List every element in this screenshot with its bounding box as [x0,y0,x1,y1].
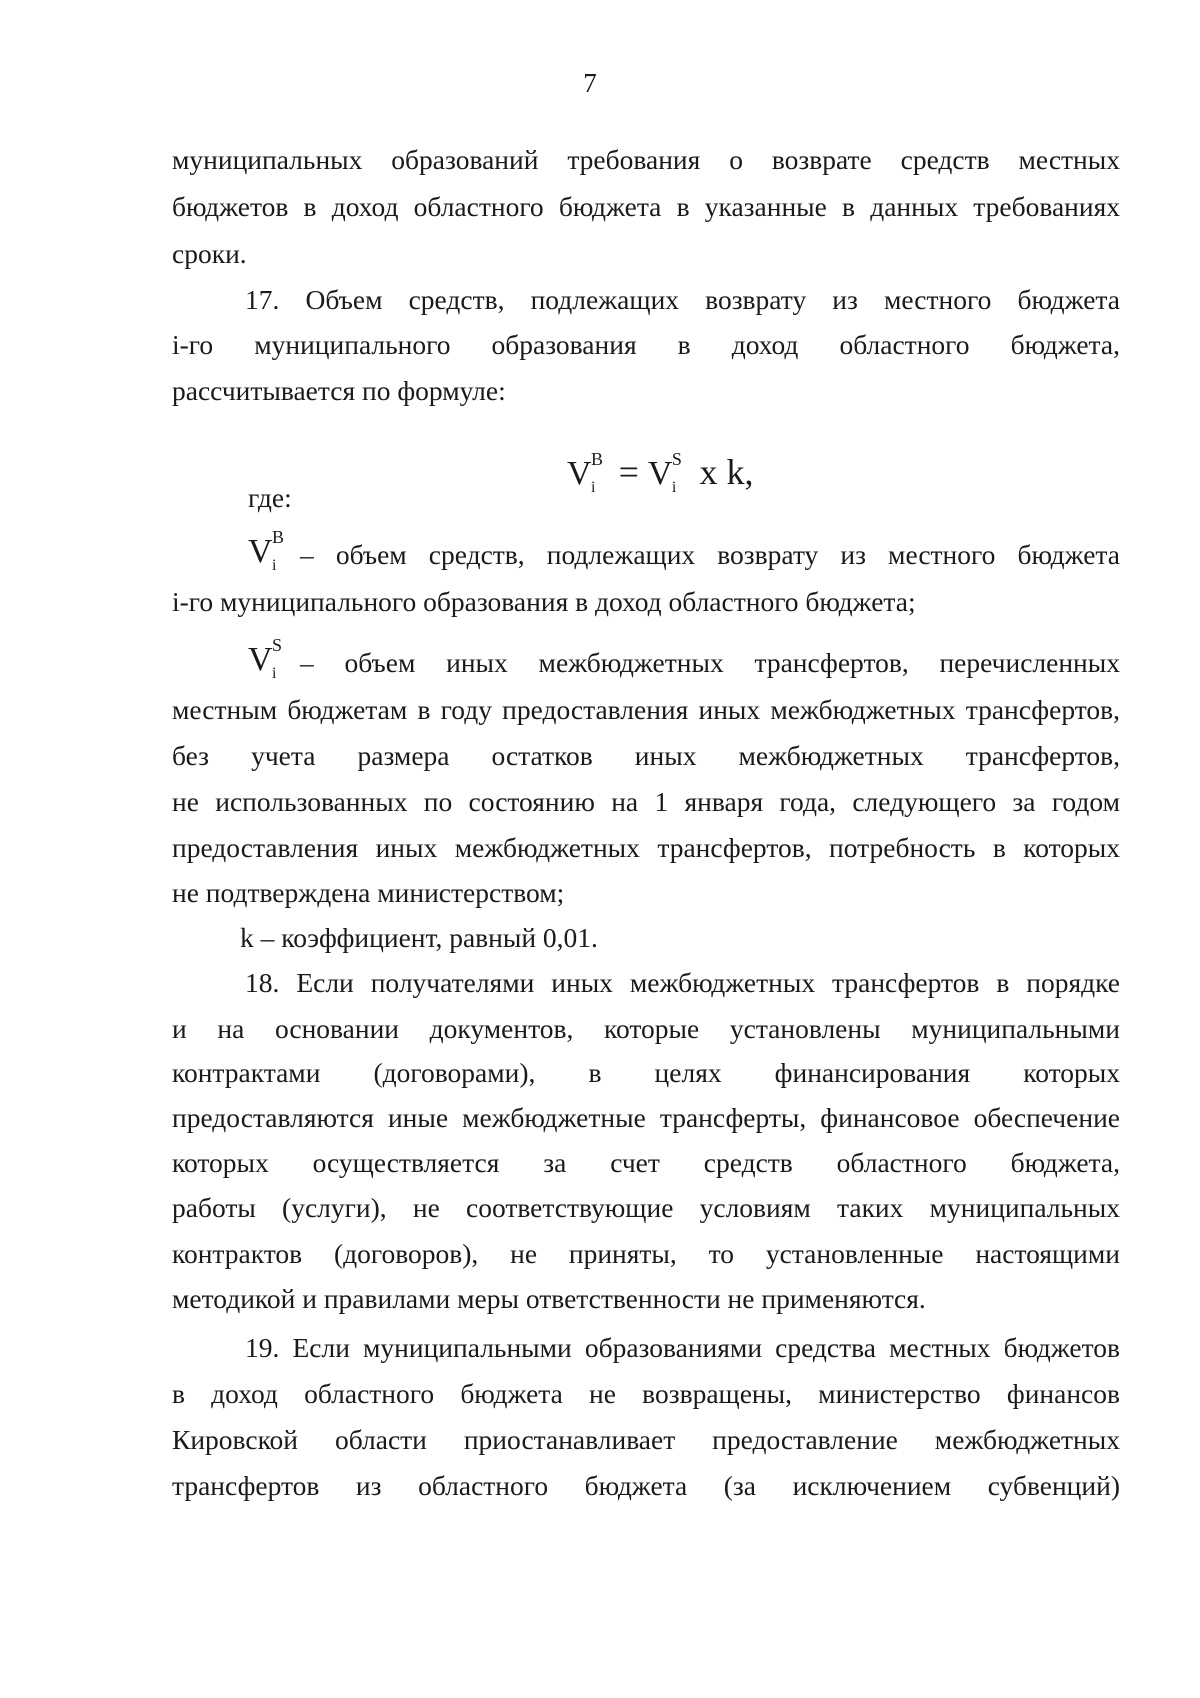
definition-symbol: V [248,533,273,570]
text-line: контрактов (договоров), не приняты, то установленные настоящими [172,1238,1120,1269]
formula-lhs-subscript: i [591,479,596,496]
definition-line: – объем иных межбюджетных трансфертов, перечисленных [300,647,1120,678]
text-line: предоставления иных межбюджетных трансфертов, потребность в которых [172,832,1120,863]
definition-line: – объем средств, подлежащих возврату из местного бюджета [300,539,1120,570]
formula-rhs-subscript: i [671,479,677,496]
text-line: контрактами (договорами), в целях финансирования которых [172,1057,1120,1088]
text-line: в доход областного бюджета не возвращены, министерство финансов [172,1378,1120,1409]
text-line: рассчитывается по формуле: [172,375,506,406]
text-line: которых осуществляется за счет средств областного бюджета, [172,1147,1120,1178]
text-line: k – коэффициент, равный 0,01. [240,922,598,953]
definition-subscript: i [272,557,277,574]
text-line: i-го муниципального образования в доход областного бюджета; [172,586,916,617]
formula-rhs-symbol: V [647,455,673,492]
formula-equals: = [618,452,639,492]
text-line: Кировской области приостанавливает предоставление межбюджетных [172,1424,1120,1455]
definition-superscript: S [272,635,283,655]
text-line: и на основании документов, которые установлены муниципальными [172,1013,1120,1044]
definition-variable-vb [248,527,285,574]
formula-tail: x k, [699,452,754,492]
definition-variable-vs [248,635,283,682]
paragraph-17-line: 17. Объем средств, подлежащих возврату из местного бюджета [245,284,1120,315]
text-line: предоставляются иные межбюджетные трансферты, финансовое обеспечение [172,1102,1120,1133]
text-line: сроки. [172,238,247,269]
text-line: методикой и правилами меры ответственности не применяются. [172,1283,926,1314]
text-line: где: [248,482,292,513]
text-line: работы (услуги), не соответствующие условиям таких муниципальных [172,1192,1120,1223]
text-line: i-го муниципального образования в доход областного бюджета, [172,329,1120,360]
definition-variable-symbol [248,527,285,574]
paragraph-18-line: 18. Если получателями иных межбюджетных трансфертов в порядке [245,967,1120,998]
text-line: без учета размера остатков иных межбюджетных трансфертов, [172,740,1120,771]
formula-lhs-symbol: V [567,455,592,492]
definition-superscript: B [272,527,285,547]
paragraph-19-line: 19. Если муниципальными образованиями средства местных бюджетов [245,1332,1120,1363]
definition-subscript: i [272,665,277,682]
formula-rhs-superscript: S [671,449,682,469]
text-line: местным бюджетам в году предоставления иных межбюджетных трансфертов, [172,694,1120,725]
text-line: не подтверждена министерством; [172,877,565,908]
formula-lhs-superscript: B [591,449,604,469]
text-line: не использованных по состоянию на 1 января года, следующего за годом [172,786,1120,817]
text-line: трансфертов из областного бюджета (за исключением субвенций) [172,1470,1120,1501]
page-number: 7 [583,68,597,98]
text-line: бюджетов в доход областного бюджета в указанные в данных требованиях [172,191,1120,222]
definition-variable-symbol [248,635,283,682]
definition-symbol: V [248,641,273,678]
text-line: муниципальных образований требования о возврате средств местных [172,144,1120,175]
